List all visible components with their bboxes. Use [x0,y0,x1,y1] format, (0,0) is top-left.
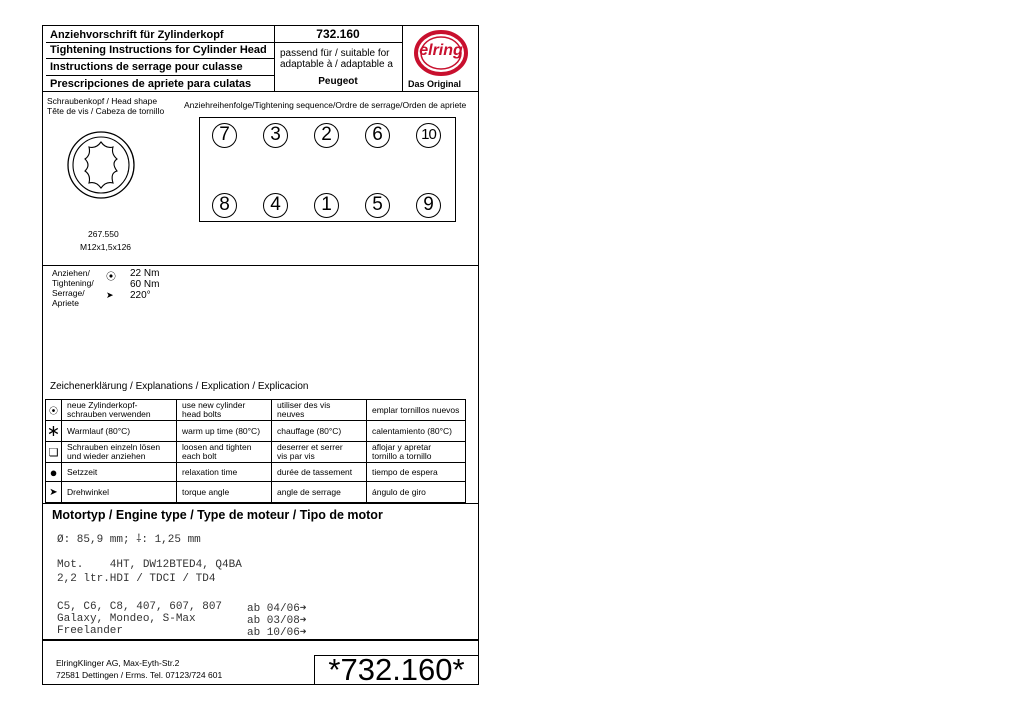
torque-step-3: 220° [130,290,151,301]
engine-type-title: Motortyp / Engine type / Type de moteur / Tipo de motor [52,508,383,522]
sequence-bolt-bottom-2: 4 [263,193,288,218]
legend-es: ángulo de giro [367,482,466,503]
company-address-2: 72581 Dettingen / Erms. Tel. 07123/724 601 [56,670,223,680]
header-divider-2 [402,25,403,91]
title-en: Tightening Instructions for Cylinder Head [50,44,267,56]
legend-row [46,421,466,442]
model-from: ab 03/08➜ [247,615,307,627]
company-address-1: ElringKlinger AG, Max-Eyth-Str.2 [56,658,180,668]
model-name: Galaxy, Mondeo, S-Max [57,613,196,625]
legend-fr: utiliser des vis neuves [272,400,367,421]
torque-label-3: Serrage/ [52,288,85,298]
torque-step-2: 60 Nm [130,279,160,290]
engine-spec-line: 2,2 ltr.HDI / TDCI / TD4 [57,573,216,585]
header-bottom-line [42,91,479,92]
sequence-bolt-bottom-1: 8 [212,193,237,218]
model-from: ab 10/06➜ [247,627,307,639]
bolt-part-number: 267.550 [88,229,119,239]
sequence-bolt-top-3: 2 [314,123,339,148]
torque-label-2: Tightening/ [52,278,94,288]
title-row-line-3 [46,75,274,76]
title-de: Anziehvorschrift für Zylinderkopf [50,29,224,41]
bolt-head-drawing [66,130,136,200]
new-bolt-icon: ⦿ [46,400,62,421]
legend-es: calentamiento (80°C) [367,421,466,442]
suitable-line-1: passend für / suitable for [280,48,390,59]
title-row-line-1 [46,42,274,43]
sequence-bolt-top-4: 6 [365,123,390,148]
legend-de: Setzzeit [62,463,177,482]
torque-step-1: 22 Nm [130,268,160,279]
sequence-bolt-top-2: 3 [263,123,288,148]
torque-label-1: Anziehen/ [52,268,90,278]
sequence-bolt-top-1: 7 [212,123,237,148]
dot-icon: ● [46,463,62,482]
title-es: Prescripciones de apriete para culatas [50,78,252,90]
angle-arrow-icon: ➤ [106,290,114,300]
legend-en: torque angle [177,482,272,503]
legend-title: Zeichenerklärung / Explanations / Explication / Explicacion [50,381,309,392]
legend-fr: deserrer et serrer vis par vis [272,442,367,463]
legend-de: Drehwinkel [62,482,177,503]
barcode-number: *732.160* [328,652,465,687]
brand-tagline: Das Original [408,79,462,89]
model-name: C5, C6, C8, 407, 607, 807 [57,601,223,613]
legend-fr: durée de tassement [272,463,367,482]
legend-es: aflojar y apretar tornillo a tornillo [367,442,466,463]
new-bolt-icon: ⦿ [106,272,116,283]
legend-fr: chauffage (80°C) [272,421,367,442]
sequence-bolt-bottom-5: 9 [416,193,441,218]
legend-row [46,442,466,463]
sequence-bolt-bottom-4: 5 [365,193,390,218]
footer-line [42,639,479,641]
part-number-line [274,42,402,43]
part-number: 732.160 [316,27,360,41]
angle-arrow-icon: ➤ [46,482,62,503]
sequence-label: Anziehreihenfolge/Tightening sequence/Ordre de serrage/Orden de apriete [184,100,467,110]
vehicle-make: Peugeot [318,76,358,87]
legend-de: neue Zylinderkopf- schrauben verwenden [62,400,177,421]
section-line-torque [42,265,479,266]
legend-row [46,463,466,482]
legend-de: Schrauben einzeln lösen und wieder anziehen [62,442,177,463]
legend-en: loosen and tighten each bolt [177,442,272,463]
bolt-size: M12x1,5x126 [80,242,132,252]
suitable-line-2: adaptable à / adaptable a [280,59,393,70]
legend-en: use new cylinder head bolts [177,400,272,421]
bolt-head-label-2: Tête de vis / Cabeza de tornillo [47,106,165,116]
elring-logo-text: elring [419,42,463,59]
title-fr: Instructions de serrage pour culasse [50,61,243,73]
model-name: Freelander [57,625,124,637]
engine-codes-line: Mot. 4HT, DW12BTED4, Q4BA [57,559,242,571]
legend-fr: angle de serrage [272,482,367,503]
legend-row [46,482,466,503]
elring-logo [413,30,469,76]
legend-de: Warmlauf (80°C) [62,421,177,442]
legend-table [45,399,466,503]
bolt-head-label-1: Schraubenkopf / Head shape [47,96,158,106]
model-from: ab 04/06➜ [247,603,307,615]
legend-en: warm up time (80°C) [177,421,272,442]
legend-en: relaxation time [177,463,272,482]
sequence-bolt-top-5: 10 [416,123,441,148]
square-icon: ❏ [46,442,62,463]
section-line-engine [42,503,479,504]
asterisk-icon: ∗ [46,421,62,442]
legend-es: emplar tornillos nuevos [367,400,466,421]
torque-label-4: Apriete [52,298,79,308]
title-row-line-2 [46,58,274,59]
bore-stroke-line: Ø: 85,9 mm; ⸸: 1,25 mm [57,534,201,546]
legend-row [46,400,466,421]
legend-es: tiempo de espera [367,463,466,482]
sequence-bolt-bottom-3: 1 [314,193,339,218]
